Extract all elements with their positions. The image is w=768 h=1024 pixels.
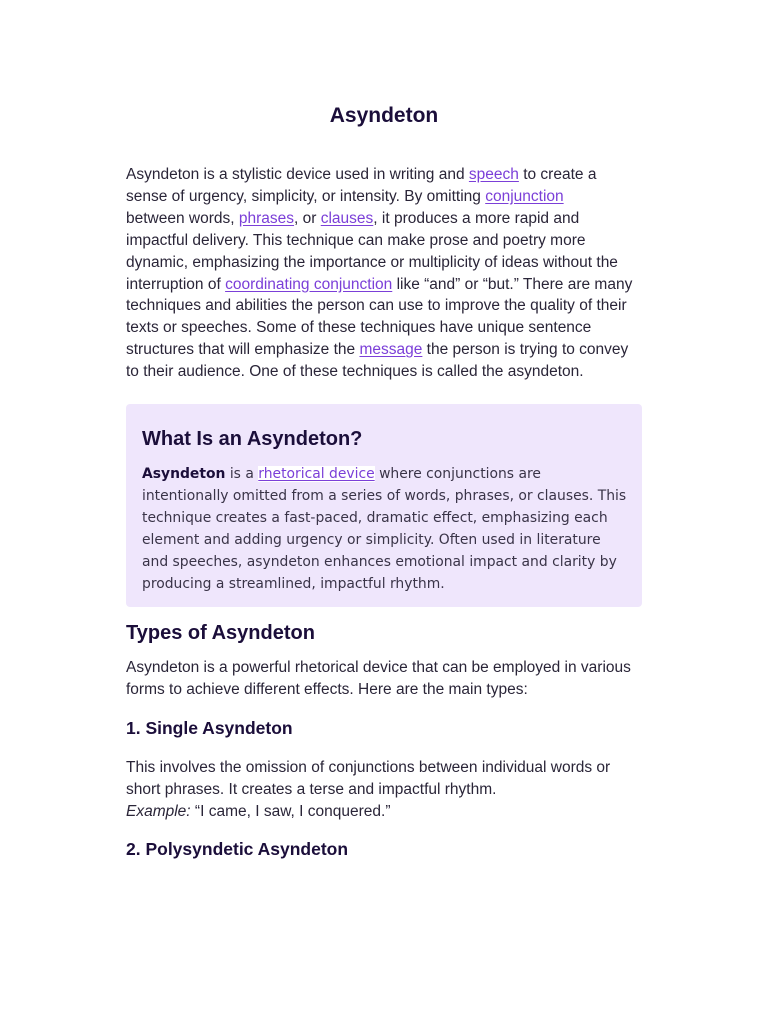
intro-paragraph bbox=[126, 164, 642, 383]
single-asyndeton-heading: 1. Single Asyndeton bbox=[126, 718, 293, 738]
polysyndetic-asyndeton-heading: 2. Polysyndetic Asyndeton bbox=[126, 839, 349, 859]
types-heading: Types of Asyndeton bbox=[126, 622, 315, 644]
intro-text: between words, bbox=[126, 209, 239, 227]
callout-text: where conjunctions are intentionally omitted from a series of words, phrases, or clauses. This technique creates a fast-paced, dramatic effect, emphasizing each element and adding urgency or simplicity. Often used in literature and speeches, asyndeton enhances emotional impact and clarity by producing a streamlined, impactful rhythm. bbox=[142, 466, 627, 592]
types-paragraph: Asyndeton is a powerful rhetorical device that can be employed in various forms to achieve different effects. Here are the main types: bbox=[126, 659, 631, 698]
link-conjunction[interactable]: conjunction bbox=[485, 187, 564, 205]
intro-text: Asyndeton is a stylistic device used in writing and bbox=[126, 166, 469, 183]
callout-bold-term: Asyndeton bbox=[142, 466, 226, 482]
page-title: Asyndeton bbox=[329, 104, 439, 127]
link-speech[interactable]: speech bbox=[468, 166, 519, 183]
intro-text: , it produces a more rapid and impactful delivery. This technique can make prose and poetry more dynamic, emphasizing the importance or multiplicity of ideas without the interruption of bbox=[126, 209, 618, 293]
link-message[interactable]: message bbox=[359, 341, 423, 359]
example-text: “I came, I saw, I conquered.” bbox=[190, 802, 391, 820]
intro-text: the person is trying to convey to their audience. One of these techniques is called the asyndeton. bbox=[126, 341, 629, 381]
intro-text: , or bbox=[294, 209, 321, 227]
definition-callout bbox=[126, 404, 642, 607]
link-phrases[interactable]: phrases bbox=[238, 209, 295, 227]
example-label: Example: bbox=[126, 802, 191, 820]
callout-paragraph bbox=[142, 464, 628, 595]
intro-text: to create a sense of urgency, simplicity, or intensity. By omitting bbox=[126, 166, 597, 205]
callout-text: is a bbox=[225, 466, 259, 482]
link-clauses[interactable]: clauses bbox=[320, 209, 374, 227]
intro-text: like “and” or “but.” There are many techniques and abilities the person can use to improve the quality of their texts or speeches. Some of these techniques have unique sentence structures that will emphasize the bbox=[126, 275, 633, 359]
callout-heading: What Is an Asyndeton? bbox=[142, 428, 363, 450]
link-rhetorical-device[interactable]: rhetorical device bbox=[258, 466, 375, 482]
single-text: This involves the omission of conjunctions between individual words or short phrases. It creates a terse and impactful rhythm. bbox=[126, 759, 611, 798]
link-coordinating-conjunction[interactable]: coordinating conjunction bbox=[225, 275, 393, 293]
single-asyndeton-paragraph bbox=[126, 757, 642, 823]
